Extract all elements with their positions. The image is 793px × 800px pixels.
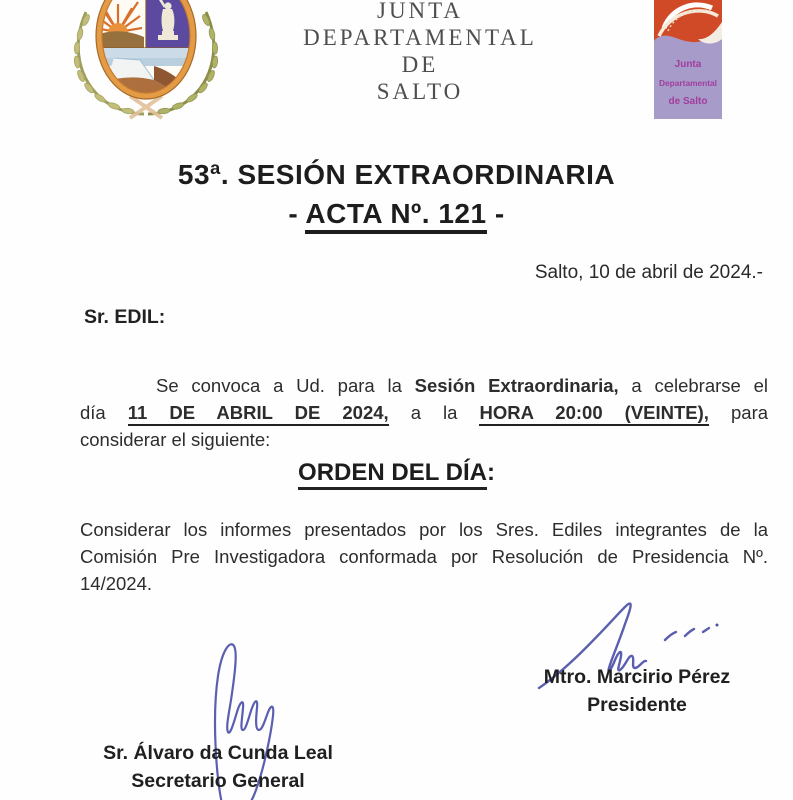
org-name-line: DE [401, 52, 439, 77]
president-signature-block [487, 596, 787, 726]
document-title [0, 155, 793, 233]
logo-text-line3: de Salto [668, 96, 708, 107]
text-run: a celebrarse el [618, 375, 768, 396]
orden-heading-text: ORDEN DEL DÍA [298, 459, 487, 490]
president-name: Mtro. Marcirio Pérez [543, 666, 731, 688]
paragraph-line [80, 372, 768, 399]
org-name-line: DEPARTAMENTAL [303, 25, 537, 50]
date-line: Salto, 10 de abril de 2024.- [534, 262, 763, 283]
president-role: Presidente [587, 694, 687, 716]
paragraph-line: considerar el siguiente: [80, 429, 271, 450]
session-title: 53ª. SESIÓN EXTRAORDINARIA [177, 159, 616, 190]
agenda-paragraph [80, 516, 768, 597]
secretary-role: Secretario General [131, 770, 305, 792]
acta-number: ACTA Nº. 121 [305, 198, 486, 234]
org-name [262, 0, 578, 105]
junta-departamental-logo [654, 0, 722, 119]
text-run: para [708, 402, 769, 423]
acta-dash-right: - [486, 198, 505, 229]
session-hour-text: HORA 20:00 (VEINTE), [479, 402, 708, 426]
session-date-text: 11 DE ABRIL DE 2024, [128, 402, 389, 426]
salto-coat-of-arms-icon [56, 0, 236, 130]
convocation-paragraph [80, 372, 768, 453]
text-run: a la [388, 402, 480, 423]
salutation: Sr. EDIL: [84, 306, 166, 328]
logo-text-line1: Junta [674, 59, 702, 70]
logo-text-line2: Departamental [659, 78, 717, 88]
secretary-signature-block [68, 636, 368, 800]
paragraph-line: Comisión Pre Investigadora conformada por Resolución de Presidencia Nº. [80, 546, 768, 567]
paragraph-line: 14/2024. [80, 573, 153, 594]
text-run: día [80, 402, 128, 423]
paragraph-line [80, 399, 768, 426]
paragraph-line: Considerar los informes presentados por los Sres. Ediles integrantes de la [80, 519, 768, 540]
acta-dash-left: - [288, 198, 306, 229]
text-run: Se convoca a Ud. para la [156, 375, 415, 396]
acta-title [0, 194, 793, 233]
secretary-name: Sr. Álvaro da Cunda Leal [103, 742, 333, 764]
org-name-line: JUNTA [377, 0, 463, 23]
orden-del-dia-heading [0, 459, 793, 487]
orden-heading-colon: : [486, 459, 495, 486]
bold-session-text: Sesión Extraordinaria, [414, 375, 619, 396]
org-name-line: SALTO [376, 79, 464, 104]
